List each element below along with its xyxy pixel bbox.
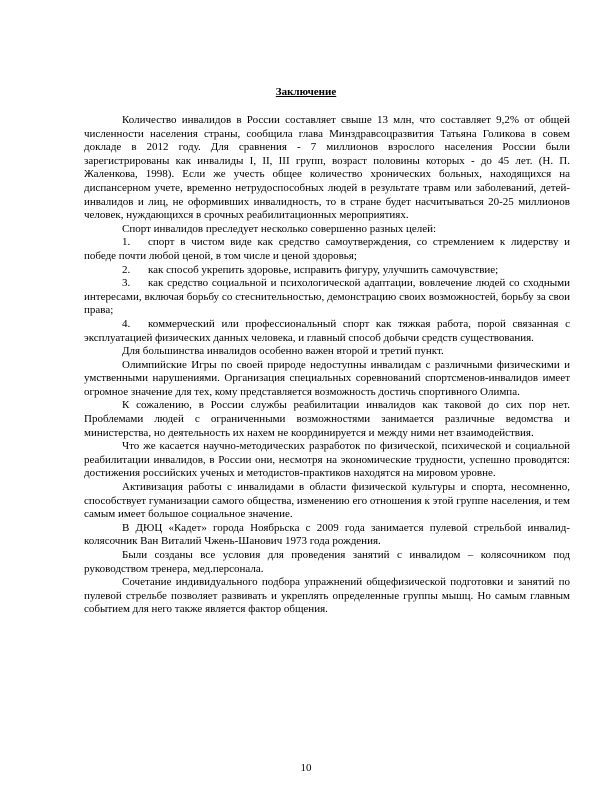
list-item-text: спорт в чистом виде как средство самоутверждения, со стремлением к лидерству и победе почти любой ценой, в том числе и ценой здоровья; xyxy=(84,236,570,262)
paragraph: Для большинства инвалидов особенно важен второй и третий пункт. xyxy=(122,345,444,358)
paragraph: Были созданы все условия для проведения занятий с инвалидом – колясочником под руководством тренера, мед.персонала. xyxy=(84,549,570,575)
list-item xyxy=(84,264,570,278)
paragraph: Что же касается научно-методических разработок по физической, психической и социальной реабилитации инвалидов, в России они, несмотря на экономические трудности, успешно проводятся: достижения российских ученых и методистов-практиков находятся на мировом уровне. xyxy=(84,440,570,480)
list-item-text: как способ укрепить здоровье, исправить фигуру, улучшить самочувствие; xyxy=(148,263,499,276)
list-item-number: 2. xyxy=(122,263,131,276)
list-item-text: как средство социальной и психологической адаптации, вовлечение людей со сходными интересами, включая борьбу со стеснительностью, демонстрацию своих возможностей, борьбу за свои права; xyxy=(84,277,570,317)
paragraph: Активизация работы с инвалидами в области физической культуры и спорта, несомненно, способствует гуманизации самого общества, изменению его отношения к этой группе населения, и тем самым имеет большое социальное значение. xyxy=(84,481,570,521)
page-title: Заключение xyxy=(275,86,337,98)
paragraph-intro: Количество инвалидов в России составляет свыше 13 млн, что составляет 9,2% от общей численности населения страны, сообщила глава Минздравсоцразвития Татьяна Голикова в совем докладе в 2012 году. Для сравнения - 7 миллионов взрослого населения России были зарегистрированы как инвалиды I, II, III групп, возраст половины которых - до 45 лет. (Н. П. Жаленкова, 1998). Если же учесть общее количество хронических больных, находящихся на диспансерном учете, временно нетрудоспособных людей в результате травм или заболеваний, детей-инвалидов и лиц, не оформивших инвалидность, то в стране будет насчитываться 20-25 миллионов человек, нуждающихся в срочных реабилитационных мероприятиях. xyxy=(84,114,570,222)
list-item-text: коммерческий или профессиональный спорт как тяжкая работа, порой связанная с эксплуатацией физических данных человека, и главный способ добычи средств существования. xyxy=(84,317,570,344)
page-number: 10 xyxy=(300,762,312,774)
paragraph: В ДЮЦ «Кадет» города Ноябрьска с 2009 года занимается пулевой стрельбой инвалид-колясочник Ван Виталий Чжень-Шанович 1973 года рождения. xyxy=(84,521,570,548)
list-item-number: 3. xyxy=(122,277,131,290)
paragraph-goals: Спорт инвалидов преследует несколько совершенно разных целей: xyxy=(122,222,437,235)
paragraph: К сожалению, в России службы реабилитации инвалидов как таковой до сих пор нет. Проблемами людей с ограниченными возможностями занимается различные ведомства и министерства, но деятельность их нахем не координируется и между ними нет взаимодействия. xyxy=(84,399,570,439)
list-item xyxy=(84,277,570,318)
list-item-number: 1. xyxy=(122,236,131,249)
list-item-number: 4. xyxy=(122,317,131,330)
document-body xyxy=(84,114,570,617)
list-item xyxy=(84,318,570,345)
paragraph: Олимпийские Игры по своей природе недоступны инвалидам с различными физическими и умственными нарушениями. Организация специальных соревнований спортсменов-инвалидов имеет огромное значение для тех, кому представляется возможность достичь спортивного Олимпа. xyxy=(84,358,570,398)
list-item xyxy=(84,236,570,263)
paragraph: Сочетание индивидуального подбора упражнений общефизической подготовки и занятий по пулевой стрельбе позволяет развивать и укреплять определенные группы мышц. Но самым главным событием для него также является фактор общения. xyxy=(84,576,570,616)
